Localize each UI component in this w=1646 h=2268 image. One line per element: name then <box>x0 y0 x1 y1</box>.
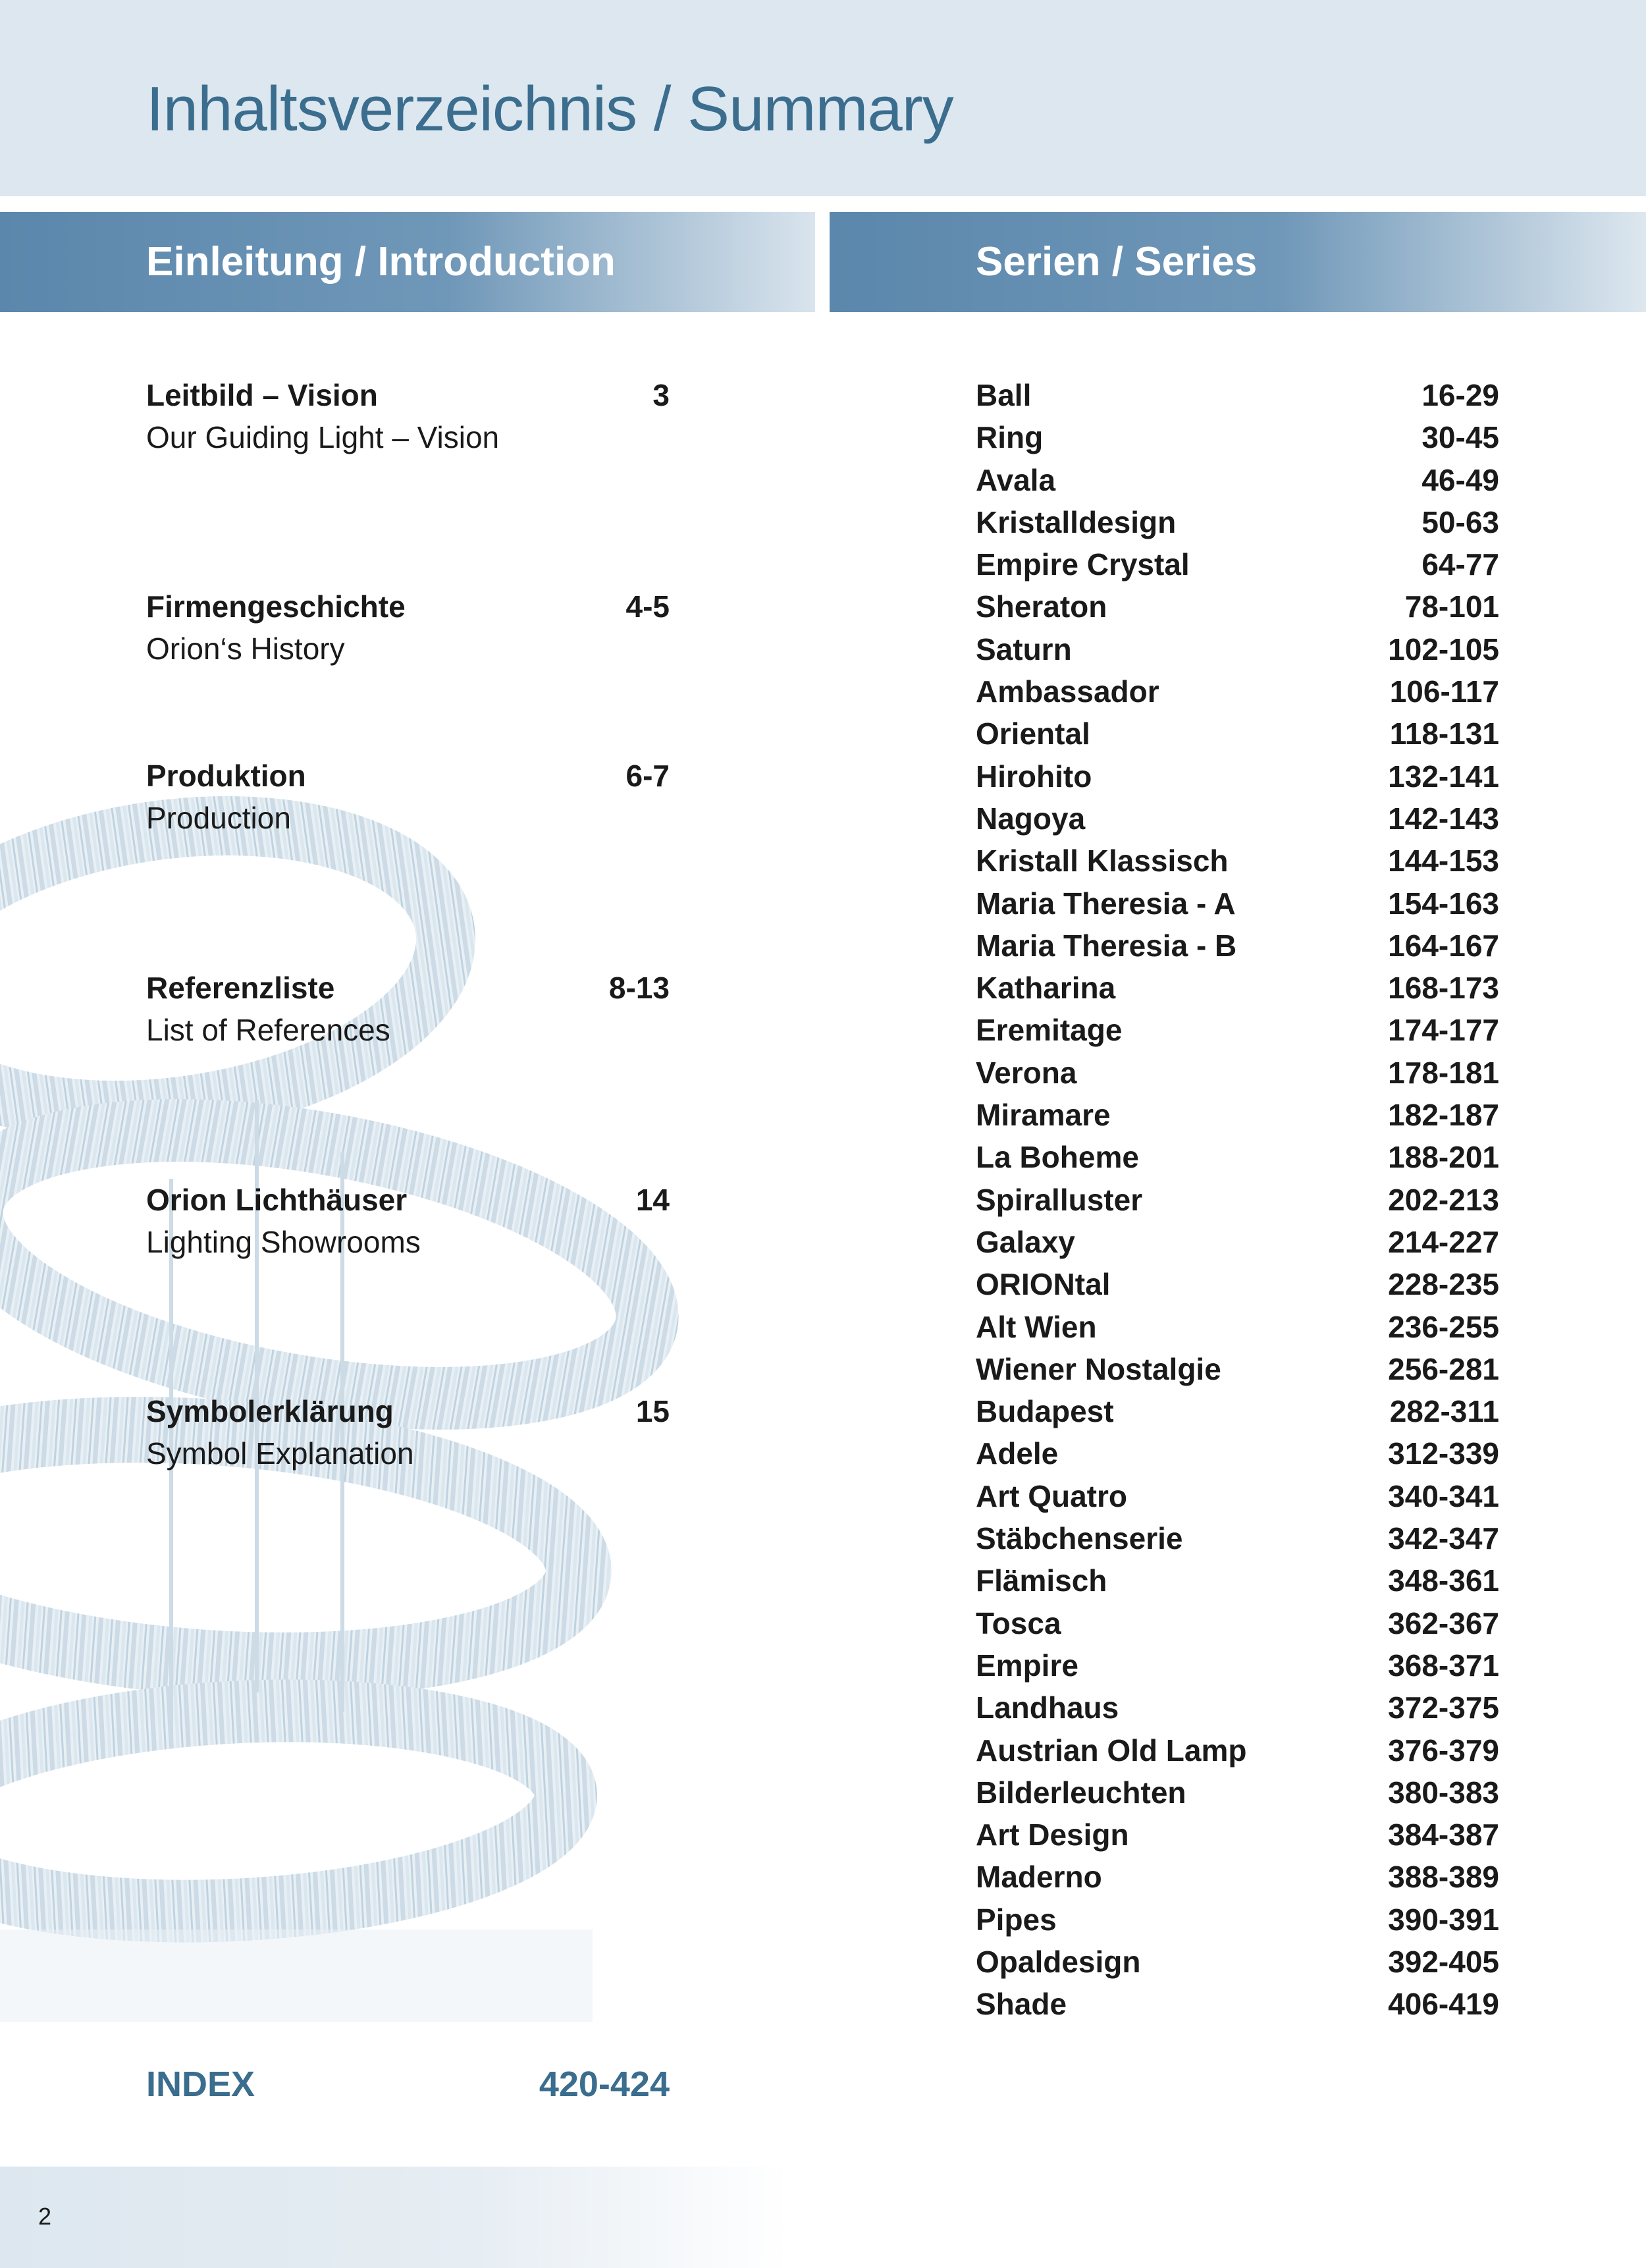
series-name: Kristall Klassisch <box>976 844 1229 878</box>
series-pages: 236-255 <box>1388 1309 1499 1344</box>
series-pages: 228-235 <box>1388 1267 1499 1302</box>
series-name: Empire <box>976 1648 1078 1683</box>
series-row[interactable] <box>976 1221 1499 1263</box>
series-pages: 406-419 <box>1388 1987 1499 2022</box>
intro-entry[interactable] <box>146 1390 670 1474</box>
series-row[interactable] <box>976 1729 1499 1771</box>
series-name: Empire Crystal <box>976 547 1190 582</box>
series-pages: 154-163 <box>1388 886 1499 921</box>
intro-entry-title-de: Referenzliste <box>146 971 335 1005</box>
series-name: Maria Theresia - A <box>976 886 1236 921</box>
series-row[interactable] <box>976 1052 1499 1094</box>
series-pages: 372-375 <box>1388 1690 1499 1725</box>
series-pages: 144-153 <box>1388 844 1499 878</box>
series-row[interactable] <box>976 1094 1499 1136</box>
series-name: Ambassador <box>976 674 1159 709</box>
intro-section-bar <box>0 212 815 312</box>
series-row[interactable] <box>976 1009 1499 1051</box>
series-row[interactable] <box>976 1687 1499 1729</box>
series-name: ORIONtal <box>976 1267 1111 1302</box>
series-name: Miramare <box>976 1098 1111 1133</box>
series-pages: 174-177 <box>1388 1013 1499 1048</box>
series-name: Oriental <box>976 716 1090 751</box>
series-name: Art Design <box>976 1818 1129 1852</box>
series-pages: 142-143 <box>1388 801 1499 836</box>
series-name: Nagoya <box>976 801 1086 836</box>
series-pages: 50-63 <box>1421 504 1499 539</box>
series-pages: 256-281 <box>1388 1351 1499 1386</box>
series-row[interactable] <box>976 1263 1499 1305</box>
index-pages: 420-424 <box>539 2065 670 2104</box>
intro-entry[interactable] <box>146 585 670 670</box>
series-row[interactable] <box>976 1814 1499 1856</box>
series-pages: 376-379 <box>1388 1733 1499 1768</box>
series-name: Verona <box>976 1055 1077 1090</box>
intro-entry-title-en: Our Guiding Light – Vision <box>146 420 500 454</box>
series-name: Saturn <box>976 632 1072 666</box>
intro-entry-title-en: Lighting Showrooms <box>146 1225 421 1259</box>
series-name: Sheraton <box>976 589 1107 624</box>
series-pages: 362-367 <box>1388 1606 1499 1640</box>
series-row[interactable] <box>976 1475 1499 1517</box>
series-pages: 182-187 <box>1388 1098 1499 1133</box>
series-name: Eremitage <box>976 1013 1123 1048</box>
series-pages: 64-77 <box>1421 547 1499 582</box>
series-row[interactable] <box>976 459 1499 501</box>
intro-entry-title-en: Orion‘s History <box>146 632 345 666</box>
series-name: Tosca <box>976 1606 1061 1640</box>
series-name: Pipes <box>976 1902 1057 1937</box>
intro-entry-title-en: Symbol Explanation <box>146 1436 414 1471</box>
series-row[interactable] <box>976 1899 1499 1941</box>
series-section-title: Serien / Series <box>976 239 1258 284</box>
series-pages: 390-391 <box>1388 1902 1499 1937</box>
series-row[interactable] <box>976 1856 1499 1898</box>
intro-entry[interactable] <box>146 755 670 839</box>
series-name: Flämisch <box>976 1563 1107 1598</box>
series-pages: 106-117 <box>1389 674 1499 709</box>
intro-entry-title-de: Symbolerklärung <box>146 1394 394 1428</box>
intro-entry[interactable] <box>146 1179 670 1263</box>
series-name: Avala <box>976 462 1056 497</box>
series-name: Alt Wien <box>976 1309 1097 1344</box>
series-pages: 348-361 <box>1388 1563 1499 1598</box>
series-name: Hirohito <box>976 759 1092 794</box>
series-pages: 202-213 <box>1388 1182 1499 1217</box>
series-row[interactable] <box>976 755 1499 797</box>
intro-entry[interactable] <box>146 374 670 458</box>
series-name: Katharina <box>976 971 1116 1006</box>
intro-entry-title-en: List of References <box>146 1013 390 1047</box>
series-pages: 380-383 <box>1388 1775 1499 1810</box>
series-list <box>976 374 1499 2026</box>
series-pages: 312-339 <box>1388 1436 1499 1471</box>
series-name: Austrian Old Lamp <box>976 1733 1247 1768</box>
intro-entry-pages: 14 <box>635 1183 670 1217</box>
index-label[interactable]: INDEX <box>146 2065 255 2104</box>
series-row[interactable] <box>976 1771 1499 1814</box>
series-row[interactable] <box>976 882 1499 925</box>
chandelier-illustration <box>0 757 724 2022</box>
title-band <box>0 0 1646 196</box>
series-pages: 164-167 <box>1388 928 1499 963</box>
series-row[interactable] <box>976 374 1499 416</box>
series-row[interactable] <box>976 797 1499 840</box>
series-name: Galaxy <box>976 1224 1075 1259</box>
page-title: Inhaltsverzeichnis / Summary <box>146 74 953 144</box>
series-name: Bilderleuchten <box>976 1775 1186 1810</box>
footer-band <box>0 2167 790 2268</box>
series-row[interactable] <box>976 1644 1499 1687</box>
series-row[interactable] <box>976 543 1499 585</box>
series-pages: 392-405 <box>1388 1944 1499 1979</box>
intro-entry-pages: 6-7 <box>625 759 670 793</box>
series-name: Budapest <box>976 1394 1114 1429</box>
series-name: Wiener Nostalgie <box>976 1351 1221 1386</box>
series-row[interactable] <box>976 1432 1499 1474</box>
series-pages: 132-141 <box>1388 759 1499 794</box>
series-pages: 368-371 <box>1388 1648 1499 1683</box>
series-name: Maderno <box>976 1860 1102 1895</box>
intro-entry-pages: 3 <box>652 378 670 412</box>
series-pages: 388-389 <box>1388 1860 1499 1895</box>
series-row[interactable] <box>976 1390 1499 1432</box>
series-pages: 214-227 <box>1388 1224 1499 1259</box>
series-row[interactable] <box>976 925 1499 967</box>
series-name: Adele <box>976 1436 1059 1471</box>
series-row[interactable] <box>976 840 1499 882</box>
series-row[interactable] <box>976 1559 1499 1602</box>
series-name: Kristalldesign <box>976 504 1177 539</box>
series-pages: 340-341 <box>1388 1478 1499 1513</box>
series-name: Landhaus <box>976 1690 1119 1725</box>
series-pages: 102-105 <box>1388 632 1499 666</box>
series-name: La Boheme <box>976 1140 1139 1175</box>
series-row[interactable] <box>976 1602 1499 1644</box>
series-pages: 188-201 <box>1388 1140 1499 1175</box>
series-name: Ring <box>976 420 1044 455</box>
series-name: Shade <box>976 1987 1067 2022</box>
series-name: Spiralluster <box>976 1182 1143 1217</box>
series-row[interactable] <box>976 1517 1499 1559</box>
intro-entry-pages: 4-5 <box>625 589 670 624</box>
intro-entry-title-de: Leitbild – Vision <box>146 378 378 412</box>
series-row[interactable] <box>976 967 1499 1009</box>
series-row[interactable] <box>976 1179 1499 1221</box>
series-row[interactable] <box>976 1983 1499 2025</box>
series-pages: 168-173 <box>1388 971 1499 1006</box>
series-name: Art Quatro <box>976 1478 1127 1513</box>
page-number: 2 <box>38 2203 52 2230</box>
series-pages: 282-311 <box>1389 1394 1499 1429</box>
intro-entry-title-de: Orion Lichthäuser <box>146 1183 408 1217</box>
series-pages: 118-131 <box>1389 716 1499 751</box>
series-row[interactable] <box>976 1306 1499 1348</box>
series-name: Opaldesign <box>976 1944 1141 1979</box>
intro-entry-title-de: Produktion <box>146 759 306 793</box>
series-pages: 16-29 <box>1421 378 1499 412</box>
series-pages: 384-387 <box>1388 1818 1499 1852</box>
series-row[interactable] <box>976 1941 1499 1983</box>
series-pages: 46-49 <box>1421 462 1499 497</box>
series-pages: 178-181 <box>1388 1055 1499 1090</box>
series-pages: 342-347 <box>1388 1521 1499 1556</box>
intro-entry[interactable] <box>146 967 670 1051</box>
series-row[interactable] <box>976 416 1499 458</box>
intro-entry-pages: 15 <box>635 1394 670 1428</box>
intro-section-title: Einleitung / Introduction <box>146 239 616 284</box>
series-row[interactable] <box>976 501 1499 543</box>
series-row[interactable] <box>976 1348 1499 1390</box>
series-name: Maria Theresia - B <box>976 928 1237 963</box>
series-pages: 30-45 <box>1421 420 1499 455</box>
series-row[interactable] <box>976 713 1499 755</box>
series-row[interactable] <box>976 670 1499 713</box>
series-section-bar <box>830 212 1646 312</box>
intro-entry-title-en: Production <box>146 801 291 835</box>
series-name: Ball <box>976 378 1032 412</box>
series-row[interactable] <box>976 628 1499 670</box>
intro-entry-title-de: Firmengeschichte <box>146 589 406 624</box>
series-pages: 78-101 <box>1404 589 1499 624</box>
intro-entry-pages: 8-13 <box>608 971 670 1005</box>
series-row[interactable] <box>976 1136 1499 1178</box>
series-row[interactable] <box>976 585 1499 628</box>
series-name: Stäbchenserie <box>976 1521 1183 1556</box>
